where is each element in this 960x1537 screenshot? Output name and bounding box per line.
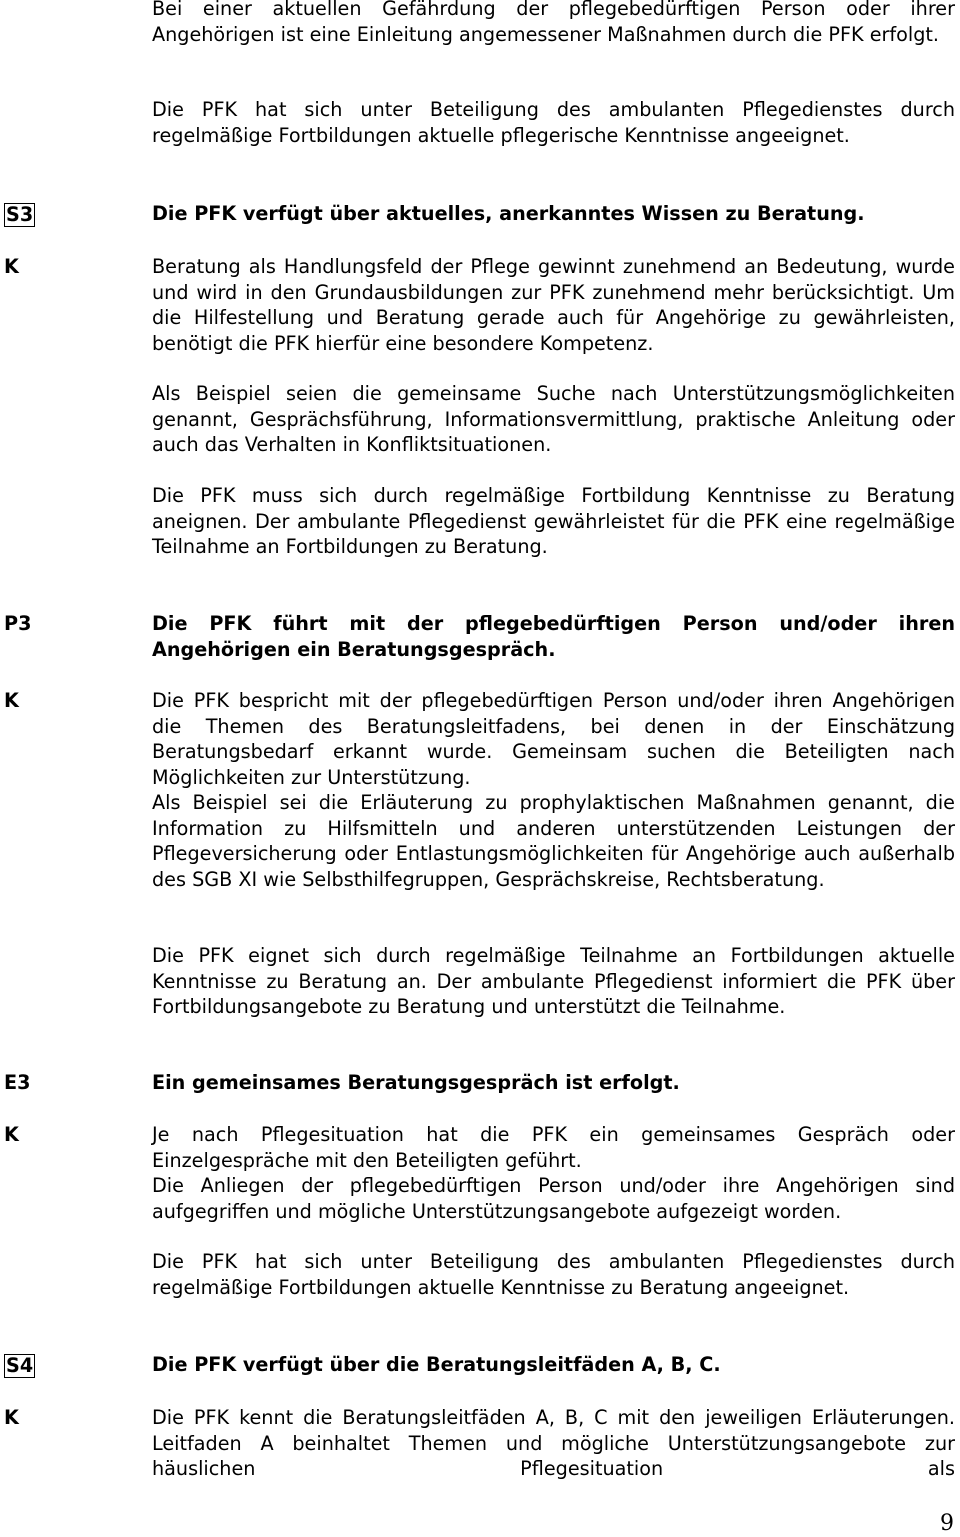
s4-heading: Die PFK verfügt über die Beratungsleitfäden A, B, C. (152, 1353, 721, 1376)
section-label-p3: P3 (4, 612, 32, 635)
s3-criteria-paragraph-1: Beratung als Handlungsfeld der Pflege gewinnt zunehmend an Bedeutung, wurde und wird in den Grundausbildungen zur PFK zunehmend mehr berücksichtigt. Um die Hilfestellung und Beratung gerade auch für Angehörige zu gewährleisten, benötigt die PFK hierfür eine besondere Kompetenz. (152, 255, 955, 355)
section-label-s3: S3 (6, 203, 34, 226)
p3-criteria-paragraph-3: Die PFK eignet sich durch regelmäßige Teilnahme an Fortbildungen aktuelle Kenntnisse zu Beratung an. Der ambulante Pflegedienst informiert die PFK über Fortbildungsangebote zu Beratung und unterstützt die Teilnahme. (152, 944, 955, 1019)
p3-criteria-label: K (4, 689, 19, 712)
page-number: 9 (940, 1511, 954, 1536)
p3-heading: Die PFK führt mit der pflegebedürftigen Person und/oder ihren Angehörigen ein Beratungsgespräch. (152, 612, 955, 661)
s3-criteria-label: K (4, 255, 19, 278)
e3-criteria-paragraph-3: Die PFK hat sich unter Beteiligung des ambulanten Pflegedienstes durch regelmäßige Fortbildungen aktuelle Kenntnisse zu Beratung angeeignet. (152, 1250, 955, 1299)
section-label-s4: S4 (6, 1354, 34, 1377)
s4-criteria-label: K (4, 1406, 19, 1429)
s3-criteria-paragraph-3: Die PFK muss sich durch regelmäßige Fortbildung Kenntnisse zu Beratung aneignen. Der ambulante Pflegedienst gewährleistet für die PFK eine regelmäßige Teilnahme an Fortbildungen zu Beratung. (152, 484, 955, 559)
s3-criteria-paragraph-2: Als Beispiel seien die gemeinsame Suche nach Unterstützungsmöglichkeiten genannt, Gesprächsführung, Informationsvermittlung, praktische Anleitung oder auch das Verhalten in Konfliktsituationen. (152, 382, 955, 457)
s3-heading: Die PFK verfügt über aktuelles, anerkanntes Wissen zu Beratung. (152, 202, 865, 225)
section-label-e3: E3 (4, 1071, 31, 1094)
intro-paragraph-1: Bei einer aktuellen Gefährdung der pflegebedürftigen Person oder ihrer Angehörigen ist eine Einleitung angemessener Maßnahmen durch die PFK erfolgt. (152, 0, 955, 46)
s4-criteria-paragraph-1: Die PFK kennt die Beratungsleitfäden A, B, C mit den jeweiligen Erläuterungen. Leitfaden A beinhaltet Themen und mögliche Unterstützungsangebote zur häuslichen Pflegesituation als (152, 1406, 955, 1481)
e3-heading: Ein gemeinsames Beratungsgespräch ist erfolgt. (152, 1071, 680, 1094)
e3-criteria-label: K (4, 1123, 19, 1146)
e3-criteria-paragraph-2: Die Anliegen der pflegebedürftigen Person und/oder ihre Angehörigen sind aufgegriffen und mögliche Unterstützungsangebote aufgezeigt worden. (152, 1174, 955, 1223)
intro-paragraph-2: Die PFK hat sich unter Beteiligung des ambulanten Pflegedienstes durch regelmäßige Fortbildungen aktuelle pflegerische Kenntnisse angeeignet. (152, 98, 955, 147)
e3-criteria-paragraph-1: Je nach Pflegesituation hat die PFK ein gemeinsames Gespräch oder Einzelgespräche mit den Beteiligten geführt. (152, 1123, 955, 1172)
p3-criteria-paragraph-2: Als Beispiel sei die Erläuterung zu prophylaktischen Maßnahmen genannt, die Information zu Hilfsmitteln und anderen unterstützenden Leistungen der Pflegeversicherung oder Entlastungsmöglichkeiten für Angehörige auch außerhalb des SGB XI wie Selbsthilfegruppen, Gesprächskreise, Rechtsberatung. (152, 791, 955, 891)
p3-criteria-paragraph-1: Die PFK bespricht mit der pflegebedürftigen Person und/oder ihren Angehörigen die Themen des Beratungsleitfadens, bei denen in der Einschätzung Beratungsbedarf erkannt wurde. Gemeinsam suchen die Beteiligten nach Möglichkeiten zur Unterstützung. (152, 689, 955, 789)
